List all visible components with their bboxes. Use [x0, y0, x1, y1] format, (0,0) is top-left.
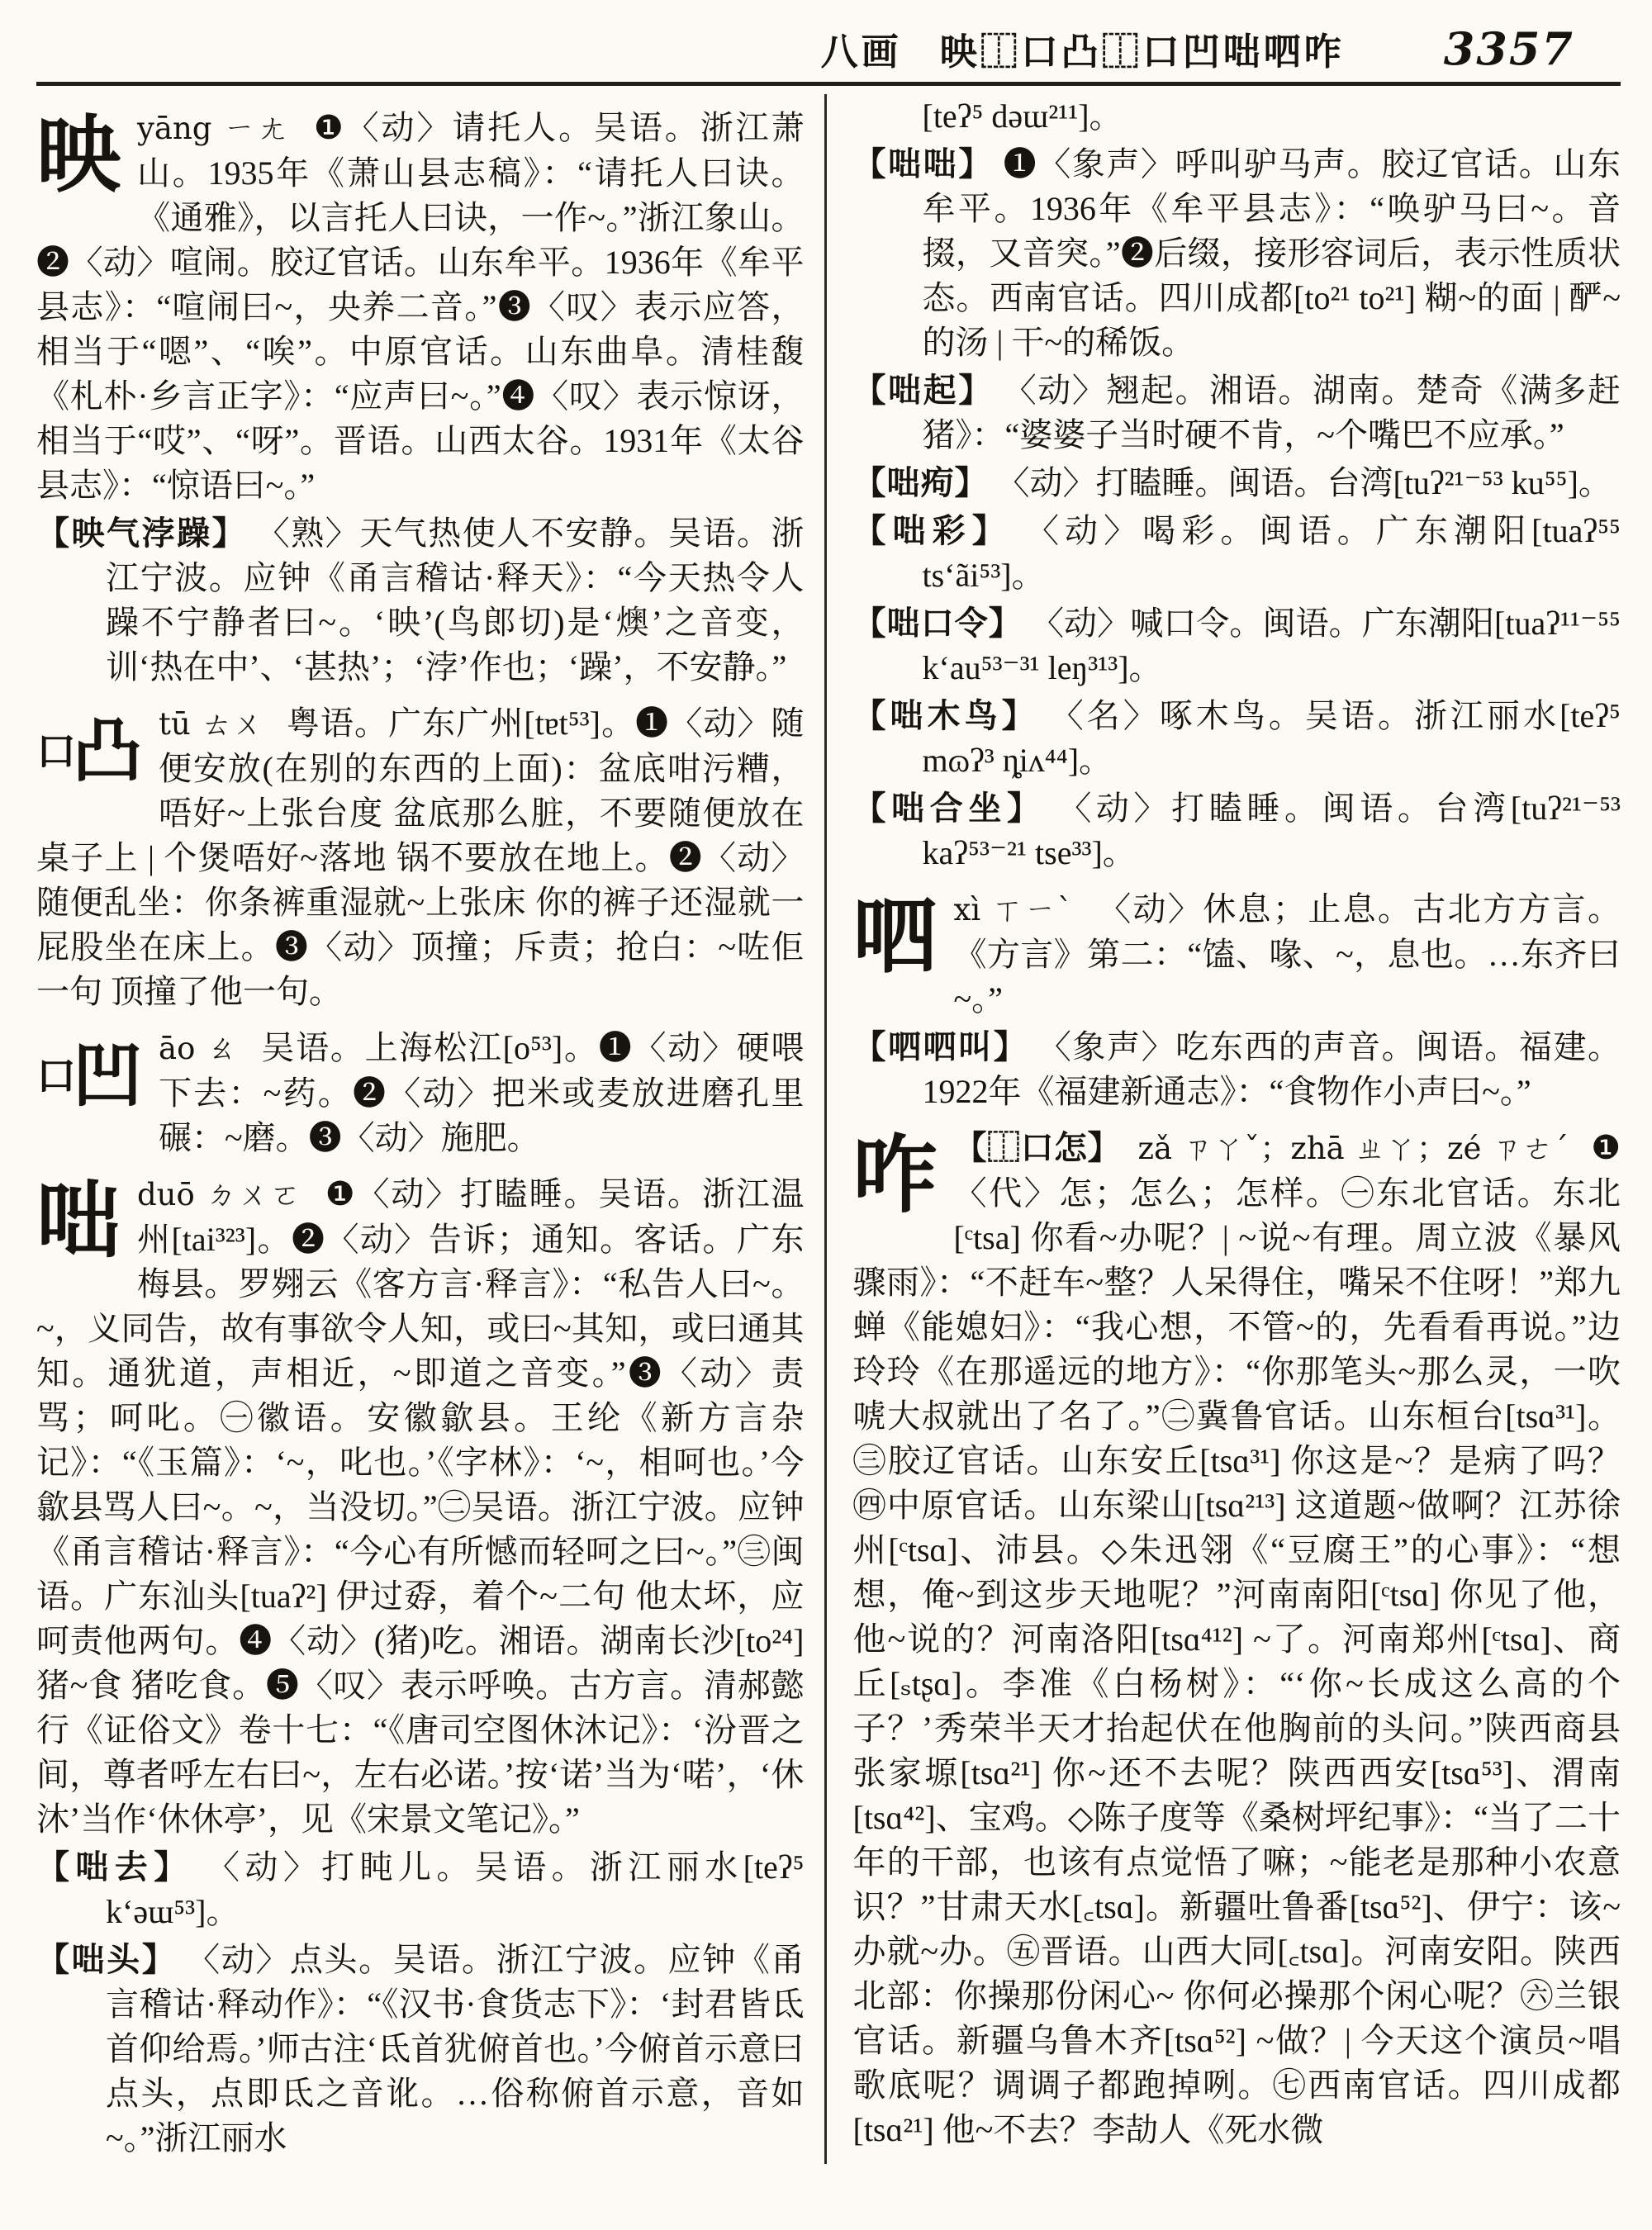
entry-body-text: ❶〈动〉打瞌睡。吴语。浙江温州[tai³²³]。❷〈动〉告诉；通知。客话。广东梅县。罗翙云《客方言·释言》：“私告人曰~。~，义同告，故有事欲令人知，或曰~其知，或曰通其知。通犹道，声相近，~即道之音变。”❸〈动〉责骂；呵叱。㊀徽语。安徽歙县。王纶《新方言杂记》：“《玉篇》：‘~，叱也。’《字林》：‘~，相呵也。’今歙县骂人曰~。~，当没切。”㊁吴语。浙江宁波。应钟《甬言稽诂·释言》：“今心有所憾而轻呵之曰~。”㊂闽语。广东汕头[tuaʔ²] 伊过孬，着个~二句 他太坏，应呵责他两句。❹〈动〉(猪)吃。湘语。湖南长沙[to²⁴] 猪~食 猪吃食。❺〈叹〉表示呼唤。古方言。清郝懿行《证俗文》卷十七：“《唐司空图休沐记》：‘汾晋之间，尊者呼左右曰~，左右必诺。’按‘诺’当为‘喏’，‘休沐’当作‘休休亭’，见《宋景文笔记》。” [36, 1175, 805, 1838]
right-column [824, 94, 1621, 2164]
entry-pronunciation: zǎ ㄗㄚˇ；zhā ㄓㄚ；zé ㄗㄜˊ [1137, 1131, 1569, 1166]
compound-entry [36, 511, 805, 690]
entry-body-text: 〈动〉休息；止息。古北方方言。《方言》第二：“馌、喙、~，息也。…东齐曰~。” [953, 890, 1621, 1018]
headword-component-glyph: 口 [36, 1055, 77, 1098]
main-entry [853, 1126, 1621, 2152]
entry-body-text: 〈动〉打瞌睡。闽语。台湾[tuʔ²¹⁻⁵³ kaʔ⁵³⁻²¹ tse³³]。 [922, 790, 1621, 871]
entry-body-text: ❶〈动〉请托人。吴语。浙江萧山。1935年《萧山县志稿》：“请托人曰诀。《通雅》，以言托人曰诀，一作~。”浙江象山。❷〈动〉喧闹。胶辽官话。山东牟平。1936年《牟平县志》：“喧闹曰~，央养二音。”❸〈叹〉表示应答，相当于“嗯”、“唉”。中原官话。山东曲阜。清桂馥《札朴·乡言正字》：“应声曰~。”❹〈叹〉表示惊讶，相当于“哎”、“呀”。晋语。山西太谷。1931年《太谷县志》：“惊语曰~。” [36, 109, 805, 504]
main-entry [853, 887, 1621, 1022]
compound-entry [853, 1025, 1621, 1114]
compound-entry [853, 509, 1621, 598]
guide-characters: 映⿰口凸⿰口凹咄呬咋 [939, 31, 1345, 73]
entry-pronunciation: yāng ㄧㄤ [137, 111, 290, 146]
headword-component-glyph: 口 [36, 730, 77, 774]
compound-headword: 【咄起】 [852, 372, 994, 409]
compound-entry [853, 368, 1621, 458]
main-entry [36, 1172, 805, 1842]
compound-entry [853, 786, 1621, 875]
left-column [36, 94, 824, 2164]
entry-body-text: 〈动〉喊口令。闽语。广东潮阳[tuaʔ¹¹⁻⁵⁵ kʻau⁵³⁻³¹ leŋ³¹³]。 [922, 605, 1621, 686]
main-entry [36, 701, 805, 1014]
main-entry [36, 1026, 805, 1160]
compound-headword: 【咄咄】 [852, 145, 994, 183]
entry-pronunciation: duō ㄉㄨㄛ [137, 1177, 302, 1212]
header-divider-line [36, 82, 1621, 86]
continuation-line [853, 94, 1621, 139]
entry-body-text: 〈名〉啄木鸟。吴语。浙江丽水[teʔ⁵ mɷʔ³ ȵiʌ⁴⁴]。 [922, 697, 1621, 779]
entry-headword-character [36, 711, 142, 794]
compound-headword: 【咄痀】 [852, 464, 989, 501]
page-number: 3357 [1443, 22, 1574, 75]
two-column-layout [36, 94, 1621, 2164]
page-header [36, 21, 1621, 75]
entry-body-text: 〈动〉翘起。湘语。湖南。楚奇《满多赶猪》：“婆婆子当时硬不肯，~个嘴巴不应承。” [922, 372, 1621, 453]
compound-headword: 【映气浡躁】 [36, 515, 248, 552]
compound-entry [853, 461, 1621, 505]
entry-body-text: ❶〈象声〉呼叫驴马声。胶辽官话。山东牟平。1936年《牟平县志》：“唤驴马曰~。音掇，又音突。”❷后缀，接形容词后，表示性质状态。西南官话。四川成都[to²¹ to²¹] 糊~的面 | 酽~的汤 | 干~的稀饭。 [922, 145, 1621, 361]
entry-pronunciation: tū ㄊㄨ [159, 706, 264, 742]
stroke-section-label: 八画 [820, 31, 902, 73]
entry-headword-character: 咋 [852, 1130, 938, 1223]
compound-entry [853, 694, 1621, 783]
compound-entry [853, 142, 1621, 365]
entry-body-text: 〈动〉打盹儿。吴语。浙江丽水[teʔ⁵ kʻəɯ⁵³]。 [106, 1848, 805, 1930]
headword-component-glyph: 凸 [73, 714, 143, 790]
entry-body-text: 粤语。广东广州[tɐt⁵³]。❶〈动〉随便安放(在别的东西的上面)：盆底咁污糟，唔好~上张台度 盆底那么脏，不要随便放在桌子上 | 个煲唔好~落地 锅不要放在地上。❷〈动〉随便乱坐：你条裤重湿就~上张床 你的裤子还湿就一屁股坐在床上。❸〈动〉顶撞；斥责；抢白：~咗佢一句 顶撞了他一句。 [36, 705, 805, 1010]
compound-headword: 【咄头】 [36, 1941, 178, 1978]
compound-headword: 【呬呬叫】 [852, 1028, 1029, 1065]
compound-headword: 【咄去】 [36, 1848, 193, 1886]
entry-body-text: 〈动〉打瞌睡。闽语。台湾[tuʔ²¹⁻⁵³ ku⁵⁵]。 [996, 464, 1612, 501]
compound-entry [853, 601, 1621, 690]
entry-body-text: 吴语。上海松江[o⁵³]。❶〈动〉硬喂下去：~药。❷〈动〉把米或麦放进磨孔里碾：~磨。❸〈动〉施肥。 [159, 1029, 805, 1156]
compound-entry [36, 1845, 805, 1934]
entry-headword-character: 咄 [36, 1176, 121, 1269]
entry-body-text: 〈熟〉天气热使人不安静。吴语。浙江宁波。应钟《甬言稽诂·释天》：“今天热令人躁不宁静者曰~。‘映’(鸟郎切)是‘燠’之音变，训‘热在中’、‘甚热’；‘浡’作也；‘躁’，不安静。” [106, 515, 805, 686]
headword-component-glyph: 凹 [73, 1038, 143, 1115]
compound-headword: 【咄合坐】 [852, 790, 1046, 827]
entry-body-text: 〈动〉喝彩。闽语。广东潮阳[tuaʔ⁵⁵ tsʻãi⁵³]。 [922, 512, 1621, 594]
entry-pronunciation: xì ㄒㄧˋ [953, 892, 1075, 928]
compound-headword: 【咄木鸟】 [852, 697, 1039, 734]
compound-headword: 【咄口令】 [852, 605, 1023, 642]
entry-headword-character: 呬 [852, 891, 938, 985]
entry-body-text: ❶〈代〉怎；怎么；怎样。㊀东北官话。东北[ᶜtsa] 你看~办呢？| ~说~有理。周立波《暴风骤雨》：“不赶车~整？人呆得住，嘴呆不住呀！”郑九蝉《能媳妇》：“我心想，不管~的，先看看再说。”边玲玲《在那遥远的地方》：“你那笔头~那么灵，一吹唬大叔就出了名了。”㊁冀鲁官话。山东桓台[tsɑ³¹]。㊂胶辽官话。山东安丘[tsɑ³¹] 你这是~？是病了吗？㊃中原官话。山东梁山[tsɑ²¹³] 这道题~做啊？江苏徐州[ᶜtsɑ]、沛县。◇朱迅翎《“豆腐王”的心事》：“想想，俺~到这步天地呢？”河南南阳[ᶜtsɑ] 你见了他，他~说的？河南洛阳[tsɑ⁴¹²] ~了。河南郑州[ᶜtsɑ]、商丘[ₛtʂɑ]。李准《白杨树》：“‘你~长成这么高的个子？’秀荣半天才抬起伏在他胸前的头问。”陕西商县张家塬[tsɑ²¹] 你~还不去呢？陕西西安[tsɑ⁵³]、渭南[tsɑ⁴²]、宝鸡。◇陈子度等《桑树坪纪事》：“当了二十年的干部，也该有点觉悟了嘛；~能老是那种小农意识？”甘肃天水[꜀tsɑ]。新疆吐鲁番[tsɑ⁵²]、伊宁：该~办就~办。㊄晋语。山西大同[꜀tsɑ]。河南安阳。陕西北部：你操那份闲心~ 你何必操那个闲心呢？㊅兰银官话。新疆乌鲁木齐[tsɑ⁵²] ~做？| 今天这个演员~唱歌底呢？调调子都跑掉咧。㊆西南官话。四川成都[tsɑ²¹] 他~不去？李劼人《死水微 [852, 1129, 1621, 2148]
entry-headword-character: 映 [36, 110, 121, 203]
main-entry [36, 106, 805, 508]
compound-entry [36, 1938, 805, 2161]
entry-body-text: 〈象声〉吃东西的声音。闽语。福建。1922年《福建新通志》：“食物作小声曰~。” [922, 1028, 1621, 1110]
entry-headword-character [36, 1036, 142, 1118]
compound-headword: 【咄彩】 [852, 512, 1012, 549]
entry-body-text: [teʔ⁵ dəɯ²¹¹]。 [922, 97, 1123, 135]
entry-variant-form: 【⿰口怎】 [953, 1129, 1122, 1166]
entry-body-text: 〈动〉点头。吴语。浙江宁波。应钟《甬言稽诂·释动作》：“《汉书·食货志下》：‘封君皆氐首仰给焉。’师古注‘氐首犹俯首也。’今俯首示意曰点头，点即氐之音讹。…俗称俯首示意，音如~。”浙江丽水 [106, 1941, 805, 2156]
entry-pronunciation: āo ㄠ [159, 1031, 239, 1066]
